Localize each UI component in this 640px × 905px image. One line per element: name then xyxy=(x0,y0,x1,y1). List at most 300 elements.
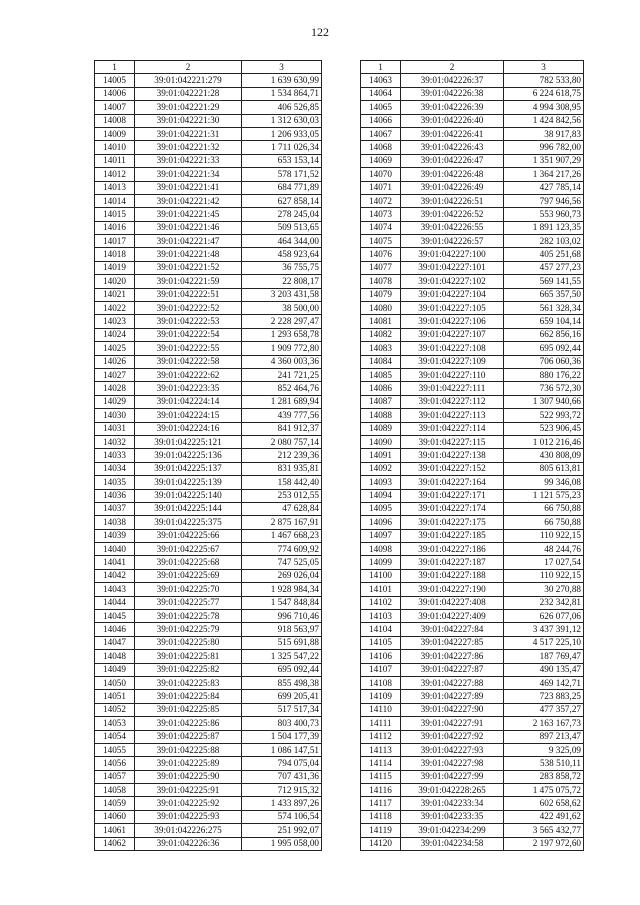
table-row xyxy=(361,757,584,770)
table-row xyxy=(361,810,584,823)
row-number-cell: 14097 xyxy=(361,529,401,542)
value-cell: 427 785,14 xyxy=(504,181,584,194)
row-number-cell: 14020 xyxy=(95,275,135,288)
row-number-cell: 14109 xyxy=(361,690,401,703)
value-cell: 2 228 297,47 xyxy=(242,315,322,328)
row-number-cell: 14038 xyxy=(95,516,135,529)
row-number-cell: 14061 xyxy=(95,824,135,837)
row-number-cell: 14021 xyxy=(95,288,135,301)
table-header-row xyxy=(361,61,584,74)
cadastral-number-cell: 39:01:042227:90 xyxy=(401,703,504,716)
cadastral-number-cell: 39:01:042223:35 xyxy=(135,382,242,395)
cadastral-number-cell: 39:01:042221:28 xyxy=(135,87,242,100)
cadastral-number-cell: 39:01:042221:30 xyxy=(135,114,242,127)
row-number-cell: 14082 xyxy=(361,328,401,341)
value-cell: 278 245,04 xyxy=(242,208,322,221)
value-cell: 1 504 177,39 xyxy=(242,730,322,743)
row-number-cell: 14108 xyxy=(361,676,401,689)
cadastral-number-cell: 39:01:042221:41 xyxy=(135,181,242,194)
table-row xyxy=(95,275,322,288)
row-number-cell: 14073 xyxy=(361,208,401,221)
value-cell: 282 103,02 xyxy=(504,235,584,248)
column-header-number: 1 xyxy=(361,61,401,74)
row-number-cell: 14015 xyxy=(95,208,135,221)
value-cell: 996 710,46 xyxy=(242,610,322,623)
cadastral-number-cell: 39:01:042225:70 xyxy=(135,583,242,596)
table-row xyxy=(361,168,584,181)
table-row xyxy=(95,208,322,221)
row-number-cell: 14104 xyxy=(361,623,401,636)
value-cell: 736 572,30 xyxy=(504,382,584,395)
cadastral-number-cell: 39:01:042225:140 xyxy=(135,489,242,502)
cadastral-number-cell: 39:01:042233:34 xyxy=(401,797,504,810)
cadastral-number-cell: 39:01:042227:115 xyxy=(401,435,504,448)
table-row xyxy=(95,74,322,87)
cadastral-number-cell: 39:01:042234:58 xyxy=(401,837,504,850)
value-cell: 1 121 575,23 xyxy=(504,489,584,502)
column-header-cadastral: 2 xyxy=(135,61,242,74)
cadastral-number-cell: 39:01:042227:102 xyxy=(401,275,504,288)
column-header-value: 3 xyxy=(504,61,584,74)
table-row xyxy=(361,382,584,395)
row-number-cell: 14046 xyxy=(95,623,135,636)
value-cell: 695 092,44 xyxy=(504,342,584,355)
table-row xyxy=(361,194,584,207)
table-row xyxy=(361,261,584,274)
cadastral-number-cell: 39:01:042221:29 xyxy=(135,101,242,114)
row-number-cell: 14053 xyxy=(95,717,135,730)
value-cell: 855 498,38 xyxy=(242,676,322,689)
table-row xyxy=(95,342,322,355)
row-number-cell: 14047 xyxy=(95,636,135,649)
cadastral-number-cell: 39:01:042227:174 xyxy=(401,502,504,515)
row-number-cell: 14069 xyxy=(361,154,401,167)
cadastral-number-cell: 39:01:042225:91 xyxy=(135,784,242,797)
row-number-cell: 14080 xyxy=(361,302,401,315)
value-cell: 187 769,47 xyxy=(504,650,584,663)
cadastral-number-cell: 39:01:042227:152 xyxy=(401,462,504,475)
value-cell: 747 525,05 xyxy=(242,556,322,569)
value-cell: 515 691,88 xyxy=(242,636,322,649)
row-number-cell: 14067 xyxy=(361,127,401,140)
row-number-cell: 14050 xyxy=(95,676,135,689)
value-cell: 578 171,52 xyxy=(242,168,322,181)
table-row xyxy=(95,302,322,315)
cadastral-number-cell: 39:01:042224:15 xyxy=(135,409,242,422)
row-number-cell: 14042 xyxy=(95,569,135,582)
value-cell: 538 510,11 xyxy=(504,757,584,770)
cadastral-number-cell: 39:01:042227:108 xyxy=(401,342,504,355)
cadastral-number-cell: 39:01:042227:187 xyxy=(401,556,504,569)
row-number-cell: 14077 xyxy=(361,261,401,274)
cadastral-number-cell: 39:01:042225:83 xyxy=(135,676,242,689)
table-row xyxy=(95,489,322,502)
cadastral-number-cell: 39:01:042226:48 xyxy=(401,168,504,181)
row-number-cell: 14096 xyxy=(361,516,401,529)
cadastral-number-cell: 39:01:042221:59 xyxy=(135,275,242,288)
cadastral-number-cell: 39:01:042227:186 xyxy=(401,543,504,556)
table-row xyxy=(361,797,584,810)
value-cell: 6 224 618,75 xyxy=(504,87,584,100)
row-number-cell: 14008 xyxy=(95,114,135,127)
cadastral-number-cell: 39:01:042227:138 xyxy=(401,449,504,462)
cadastral-number-cell: 39:01:042227:109 xyxy=(401,355,504,368)
cadastral-number-cell: 39:01:042225:85 xyxy=(135,703,242,716)
cadastral-number-cell: 39:01:042227:84 xyxy=(401,623,504,636)
value-cell: 422 491,62 xyxy=(504,810,584,823)
cadastral-number-cell: 39:01:042227:171 xyxy=(401,489,504,502)
table-row xyxy=(361,623,584,636)
table-row xyxy=(95,101,322,114)
row-number-cell: 14107 xyxy=(361,663,401,676)
value-cell: 110 922,15 xyxy=(504,529,584,542)
table-row xyxy=(95,502,322,515)
cadastral-number-cell: 39:01:042226:51 xyxy=(401,194,504,207)
table-row xyxy=(95,529,322,542)
cadastral-number-cell: 39:01:042227:100 xyxy=(401,248,504,261)
cadastral-number-cell: 39:01:042221:47 xyxy=(135,235,242,248)
table-row xyxy=(361,676,584,689)
row-number-cell: 14063 xyxy=(361,74,401,87)
value-cell: 653 153,14 xyxy=(242,154,322,167)
row-number-cell: 14101 xyxy=(361,583,401,596)
table-row xyxy=(361,101,584,114)
table-row xyxy=(95,583,322,596)
cadastral-number-cell: 39:01:042227:101 xyxy=(401,261,504,274)
value-cell: 1 433 897,26 xyxy=(242,797,322,810)
row-number-cell: 14035 xyxy=(95,476,135,489)
row-number-cell: 14071 xyxy=(361,181,401,194)
cadastral-number-cell: 39:01:042233:35 xyxy=(401,810,504,823)
row-number-cell: 14076 xyxy=(361,248,401,261)
row-number-cell: 14039 xyxy=(95,529,135,542)
row-number-cell: 14033 xyxy=(95,449,135,462)
table-row xyxy=(95,757,322,770)
value-cell: 36 755,75 xyxy=(242,261,322,274)
value-cell: 523 906,45 xyxy=(504,422,584,435)
table-row xyxy=(95,435,322,448)
table-row xyxy=(95,355,322,368)
cadastral-number-cell: 39:01:042225:80 xyxy=(135,636,242,649)
row-number-cell: 14075 xyxy=(361,235,401,248)
value-cell: 1 012 216,46 xyxy=(504,435,584,448)
row-number-cell: 14037 xyxy=(95,502,135,515)
cadastral-number-cell: 39:01:042227:408 xyxy=(401,596,504,609)
value-cell: 1 206 933,05 xyxy=(242,127,322,140)
row-number-cell: 14116 xyxy=(361,784,401,797)
row-number-cell: 14032 xyxy=(95,435,135,448)
value-cell: 684 771,89 xyxy=(242,181,322,194)
value-cell: 3 203 431,58 xyxy=(242,288,322,301)
value-cell: 569 141,55 xyxy=(504,275,584,288)
value-cell: 662 856,16 xyxy=(504,328,584,341)
cadastral-number-cell: 39:01:042227:110 xyxy=(401,368,504,381)
value-cell: 1 928 984,34 xyxy=(242,583,322,596)
value-cell: 712 915,32 xyxy=(242,784,322,797)
cadastral-number-cell: 39:01:042227:175 xyxy=(401,516,504,529)
value-cell: 458 923,64 xyxy=(242,248,322,261)
value-cell: 1 312 630,03 xyxy=(242,114,322,127)
row-number-cell: 14072 xyxy=(361,194,401,207)
table-row xyxy=(95,422,322,435)
row-number-cell: 14055 xyxy=(95,743,135,756)
row-number-cell: 14052 xyxy=(95,703,135,716)
value-cell: 918 563,97 xyxy=(242,623,322,636)
table-row xyxy=(361,328,584,341)
cadastral-number-cell: 39:01:042221:279 xyxy=(135,74,242,87)
value-cell: 430 808,09 xyxy=(504,449,584,462)
table-row xyxy=(361,636,584,649)
row-number-cell: 14120 xyxy=(361,837,401,850)
cadastral-number-cell: 39:01:042225:86 xyxy=(135,717,242,730)
cadastral-number-cell: 39:01:042225:82 xyxy=(135,663,242,676)
cadastral-number-cell: 39:01:042227:112 xyxy=(401,395,504,408)
value-cell: 1 307 940,66 xyxy=(504,395,584,408)
row-number-cell: 14085 xyxy=(361,368,401,381)
value-cell: 665 357,50 xyxy=(504,288,584,301)
row-number-cell: 14022 xyxy=(95,302,135,315)
value-cell: 1 639 630,99 xyxy=(242,74,322,87)
value-cell: 1 891 123,35 xyxy=(504,221,584,234)
row-number-cell: 14100 xyxy=(361,569,401,582)
value-cell: 841 912,37 xyxy=(242,422,322,435)
row-number-cell: 14088 xyxy=(361,409,401,422)
table-row xyxy=(361,476,584,489)
cadastral-number-cell: 39:01:042225:69 xyxy=(135,569,242,582)
table-row xyxy=(361,114,584,127)
row-number-cell: 14058 xyxy=(95,784,135,797)
value-cell: 897 213,47 xyxy=(504,730,584,743)
value-cell: 1 995 058,00 xyxy=(242,837,322,850)
cadastral-number-cell: 39:01:042225:87 xyxy=(135,730,242,743)
cadastral-number-cell: 39:01:042221:31 xyxy=(135,127,242,140)
value-cell: 4 517 225,10 xyxy=(504,636,584,649)
table-row xyxy=(361,449,584,462)
row-number-cell: 14025 xyxy=(95,342,135,355)
value-cell: 2 080 757,14 xyxy=(242,435,322,448)
left-table xyxy=(94,60,322,851)
table-row xyxy=(95,221,322,234)
value-cell: 1 086 147,51 xyxy=(242,743,322,756)
row-number-cell: 14018 xyxy=(95,248,135,261)
table-header-row xyxy=(95,61,322,74)
table-row xyxy=(361,784,584,797)
cadastral-number-cell: 39:01:042221:46 xyxy=(135,221,242,234)
cadastral-number-cell: 39:01:042222:51 xyxy=(135,288,242,301)
cadastral-number-cell: 39:01:042227:93 xyxy=(401,743,504,756)
table-row xyxy=(361,650,584,663)
cadastral-number-cell: 39:01:042226:38 xyxy=(401,87,504,100)
cadastral-number-cell: 39:01:042225:375 xyxy=(135,516,242,529)
cadastral-number-cell: 39:01:042225:92 xyxy=(135,797,242,810)
cadastral-number-cell: 39:01:042227:106 xyxy=(401,315,504,328)
row-number-cell: 14010 xyxy=(95,141,135,154)
cadastral-number-cell: 39:01:042225:78 xyxy=(135,610,242,623)
value-cell: 469 142,71 xyxy=(504,676,584,689)
row-number-cell: 14078 xyxy=(361,275,401,288)
table-row xyxy=(95,127,322,140)
cadastral-number-cell: 39:01:042226:39 xyxy=(401,101,504,114)
value-cell: 1 711 026,34 xyxy=(242,141,322,154)
value-cell: 477 357,27 xyxy=(504,703,584,716)
cadastral-number-cell: 39:01:042226:52 xyxy=(401,208,504,221)
cadastral-number-cell: 39:01:042221:33 xyxy=(135,154,242,167)
cadastral-number-cell: 39:01:042226:43 xyxy=(401,141,504,154)
cadastral-number-cell: 39:01:042226:275 xyxy=(135,824,242,837)
cadastral-number-cell: 39:01:042227:107 xyxy=(401,328,504,341)
value-cell: 803 400,73 xyxy=(242,717,322,730)
table-row xyxy=(95,168,322,181)
cadastral-number-cell: 39:01:042227:91 xyxy=(401,717,504,730)
value-cell: 1 364 217,26 xyxy=(504,168,584,181)
value-cell: 707 431,36 xyxy=(242,770,322,783)
value-cell: 251 992,07 xyxy=(242,824,322,837)
cadastral-number-cell: 39:01:042234:299 xyxy=(401,824,504,837)
cadastral-number-cell: 39:01:042225:136 xyxy=(135,449,242,462)
table-row xyxy=(95,676,322,689)
cadastral-number-cell: 39:01:042225:67 xyxy=(135,543,242,556)
table-row xyxy=(95,837,322,850)
table-row xyxy=(95,516,322,529)
value-cell: 1 534 864,71 xyxy=(242,87,322,100)
row-number-cell: 14117 xyxy=(361,797,401,810)
cadastral-number-cell: 39:01:042226:55 xyxy=(401,221,504,234)
cadastral-number-cell: 39:01:042222:52 xyxy=(135,302,242,315)
cadastral-number-cell: 39:01:042225:77 xyxy=(135,596,242,609)
cadastral-number-cell: 39:01:042225:93 xyxy=(135,810,242,823)
value-cell: 439 777,56 xyxy=(242,409,322,422)
table-row xyxy=(361,127,584,140)
value-cell: 626 077,06 xyxy=(504,610,584,623)
table-row xyxy=(361,208,584,221)
table-row xyxy=(95,476,322,489)
cadastral-number-cell: 39:01:042225:84 xyxy=(135,690,242,703)
value-cell: 805 613,81 xyxy=(504,462,584,475)
row-number-cell: 14115 xyxy=(361,770,401,783)
table-row xyxy=(361,355,584,368)
column-header-value: 3 xyxy=(242,61,322,74)
cadastral-number-cell: 39:01:042224:16 xyxy=(135,422,242,435)
table-row xyxy=(95,181,322,194)
value-cell: 4 994 308,95 xyxy=(504,101,584,114)
table-row xyxy=(361,462,584,475)
table-row xyxy=(95,288,322,301)
row-number-cell: 14027 xyxy=(95,368,135,381)
value-cell: 2 875 167,91 xyxy=(242,516,322,529)
cadastral-number-cell: 39:01:042222:62 xyxy=(135,368,242,381)
row-number-cell: 14031 xyxy=(95,422,135,435)
cadastral-number-cell: 39:01:042225:89 xyxy=(135,757,242,770)
row-number-cell: 14048 xyxy=(95,650,135,663)
row-number-cell: 14114 xyxy=(361,757,401,770)
table-row xyxy=(361,221,584,234)
table-row xyxy=(95,717,322,730)
table-row xyxy=(361,824,584,837)
value-cell: 1 325 547,22 xyxy=(242,650,322,663)
table-row xyxy=(95,743,322,756)
row-number-cell: 14099 xyxy=(361,556,401,569)
cadastral-number-cell: 39:01:042227:409 xyxy=(401,610,504,623)
table-row xyxy=(361,837,584,850)
row-number-cell: 14106 xyxy=(361,650,401,663)
cadastral-number-cell: 39:01:042227:88 xyxy=(401,676,504,689)
cadastral-number-cell: 39:01:042227:89 xyxy=(401,690,504,703)
cadastral-number-cell: 39:01:042227:105 xyxy=(401,302,504,315)
row-number-cell: 14017 xyxy=(95,235,135,248)
table-row xyxy=(95,543,322,556)
table-row xyxy=(95,315,322,328)
value-cell: 457 277,23 xyxy=(504,261,584,274)
row-number-cell: 14007 xyxy=(95,101,135,114)
cadastral-number-cell: 39:01:042226:47 xyxy=(401,154,504,167)
value-cell: 232 342,81 xyxy=(504,596,584,609)
cadastral-number-cell: 39:01:042226:36 xyxy=(135,837,242,850)
table-row xyxy=(95,650,322,663)
table-row xyxy=(361,368,584,381)
table-row xyxy=(361,663,584,676)
row-number-cell: 14093 xyxy=(361,476,401,489)
table-row xyxy=(361,422,584,435)
value-cell: 852 464,76 xyxy=(242,382,322,395)
cadastral-number-cell: 39:01:042225:88 xyxy=(135,743,242,756)
value-cell: 797 946,56 xyxy=(504,194,584,207)
right-table xyxy=(360,60,584,851)
value-cell: 406 526,85 xyxy=(242,101,322,114)
value-cell: 602 658,62 xyxy=(504,797,584,810)
table-row xyxy=(361,87,584,100)
row-number-cell: 14074 xyxy=(361,221,401,234)
value-cell: 3 437 391,12 xyxy=(504,623,584,636)
table-row xyxy=(361,690,584,703)
row-number-cell: 14098 xyxy=(361,543,401,556)
table-row xyxy=(95,730,322,743)
table-row xyxy=(95,824,322,837)
row-number-cell: 14066 xyxy=(361,114,401,127)
row-number-cell: 14036 xyxy=(95,489,135,502)
value-cell: 38 917,83 xyxy=(504,127,584,140)
row-number-cell: 14092 xyxy=(361,462,401,475)
row-number-cell: 14024 xyxy=(95,328,135,341)
row-number-cell: 14065 xyxy=(361,101,401,114)
cadastral-number-cell: 39:01:042225:79 xyxy=(135,623,242,636)
row-number-cell: 14009 xyxy=(95,127,135,140)
table-row xyxy=(95,261,322,274)
row-number-cell: 14057 xyxy=(95,770,135,783)
row-number-cell: 14041 xyxy=(95,556,135,569)
table-row xyxy=(361,529,584,542)
cadastral-number-cell: 39:01:042224:14 xyxy=(135,395,242,408)
cadastral-number-cell: 39:01:042222:55 xyxy=(135,342,242,355)
row-number-cell: 14112 xyxy=(361,730,401,743)
table-row xyxy=(361,235,584,248)
cadastral-number-cell: 39:01:042225:90 xyxy=(135,770,242,783)
cadastral-number-cell: 39:01:042225:121 xyxy=(135,435,242,448)
value-cell: 1 547 848,84 xyxy=(242,596,322,609)
value-cell: 269 026,04 xyxy=(242,569,322,582)
table-row xyxy=(361,181,584,194)
cadastral-number-cell: 39:01:042227:86 xyxy=(401,650,504,663)
table-row xyxy=(95,449,322,462)
value-cell: 38 500,00 xyxy=(242,302,322,315)
cadastral-number-cell: 39:01:042227:99 xyxy=(401,770,504,783)
value-cell: 706 060,36 xyxy=(504,355,584,368)
cadastral-number-cell: 39:01:042225:144 xyxy=(135,502,242,515)
cadastral-number-cell: 39:01:042221:45 xyxy=(135,208,242,221)
table-row xyxy=(95,810,322,823)
row-number-cell: 14064 xyxy=(361,87,401,100)
table-row xyxy=(95,382,322,395)
value-cell: 241 721,25 xyxy=(242,368,322,381)
